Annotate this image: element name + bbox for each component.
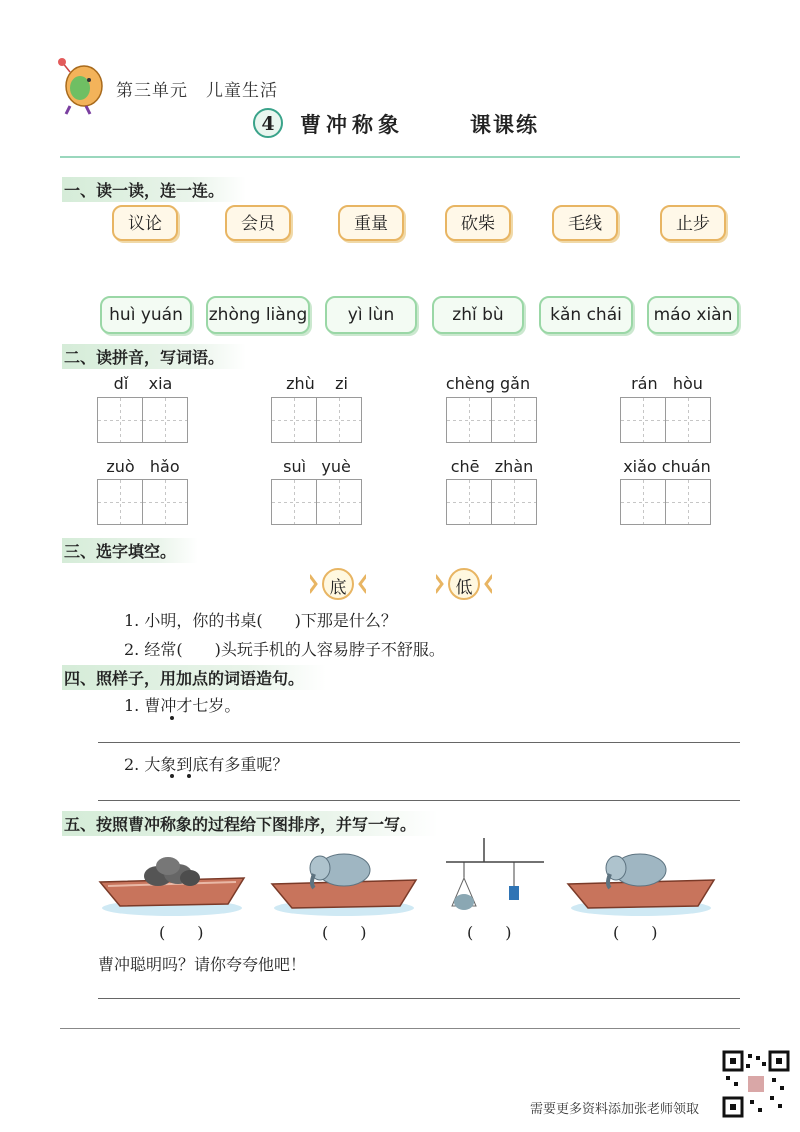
section5-heading: 五、按照曹冲称象的过程给下图排序，并写一写。: [62, 811, 438, 836]
header-divider: [60, 156, 740, 158]
qr-code-icon[interactable]: [722, 1050, 790, 1118]
order-bracket[interactable]: ( ): [159, 923, 204, 942]
tianzige-boxes[interactable]: [97, 479, 187, 525]
tianzige-boxes[interactable]: [97, 397, 187, 443]
answer-line[interactable]: [98, 998, 740, 999]
tianzige-boxes[interactable]: [271, 397, 361, 443]
lesson-title: 曹冲称象: [300, 112, 404, 137]
order-bracket[interactable]: ( ): [322, 923, 367, 942]
emphasis-dot: [170, 716, 174, 720]
pinyin-label: suì yuè: [283, 457, 351, 476]
word-card[interactable]: 议论: [112, 205, 178, 241]
pinyin-label: zuò hǎo: [106, 457, 180, 476]
tianzige-boxes[interactable]: [446, 397, 536, 443]
pinyin-card[interactable]: máo xiàn: [647, 296, 739, 334]
fill-question: 1. 小明，你的书桌( )下那是什么？: [124, 611, 397, 630]
fill-question: 2. 经常( )头玩手机的人容易脖子不舒服。: [124, 640, 445, 659]
pinyin-label: chē zhàn: [450, 457, 534, 476]
tianzige-boxes[interactable]: [446, 479, 536, 525]
tianzige-boxes[interactable]: [620, 479, 710, 525]
pinyin-card[interactable]: zhǐ bù: [432, 296, 524, 334]
page-bottom-divider: [60, 1028, 740, 1029]
section1-heading: 一、读一读，连一连。: [62, 177, 246, 202]
scale-weighing-picture: [446, 836, 546, 920]
lesson-number-badge: 4: [253, 108, 283, 138]
pinyin-card[interactable]: zhòng liàng: [206, 296, 310, 334]
order-bracket[interactable]: ( ): [467, 923, 512, 942]
pinyin-card[interactable]: kǎn chái: [539, 296, 633, 334]
pinyin-label: rán hòu: [631, 374, 703, 393]
section4-heading: 四、照样子，用加点的词语造句。: [62, 665, 326, 690]
pinyin-card[interactable]: huì yuán: [100, 296, 192, 334]
answer-line[interactable]: [98, 800, 740, 801]
order-bracket[interactable]: ( ): [613, 923, 658, 942]
boat-with-elephant-picture: [270, 848, 418, 918]
char-option: 底: [329, 578, 347, 598]
word-card[interactable]: 会员: [225, 205, 291, 241]
tianzige-boxes[interactable]: [620, 397, 710, 443]
pinyin-label: dǐ xia: [113, 374, 173, 393]
example-sentence: 2. 大象到底有多重呢？: [124, 755, 289, 774]
emphasis-dot: [187, 774, 191, 778]
example-sentence: 1. 曹冲才七岁。: [124, 696, 241, 715]
word-card[interactable]: 毛线: [552, 205, 618, 241]
word-card[interactable]: 重量: [338, 205, 404, 241]
pinyin-card[interactable]: yì lùn: [325, 296, 417, 334]
boat-with-stones-picture: [98, 848, 246, 918]
section2-heading: 二、读拼音，写词语。: [62, 344, 246, 369]
praise-prompt: 曹冲聪明吗？请你夸夸他吧！: [98, 955, 307, 974]
char-option: 低: [455, 578, 473, 598]
unit-title: 第三单元 儿童生活: [116, 81, 278, 101]
tianzige-boxes[interactable]: [271, 479, 361, 525]
char-badge: [310, 568, 366, 600]
char-badge: [436, 568, 492, 600]
answer-line[interactable]: [98, 742, 740, 743]
pinyin-label: zhù zi: [286, 374, 348, 393]
footer-note: 需要更多资料添加张老师领取: [530, 1102, 700, 1117]
pinyin-label: xiǎo chuán: [623, 457, 711, 476]
word-card[interactable]: 止步: [660, 205, 726, 241]
pinyin-label: chèng gǎn: [445, 374, 531, 393]
section3-heading: 三、选字填空。: [62, 538, 198, 563]
mascot-icon: [56, 58, 104, 116]
boat-with-elephant-picture: [566, 848, 716, 918]
practice-title: 课课练: [470, 112, 539, 137]
word-card[interactable]: 砍柴: [445, 205, 511, 241]
emphasis-dot: [170, 774, 174, 778]
